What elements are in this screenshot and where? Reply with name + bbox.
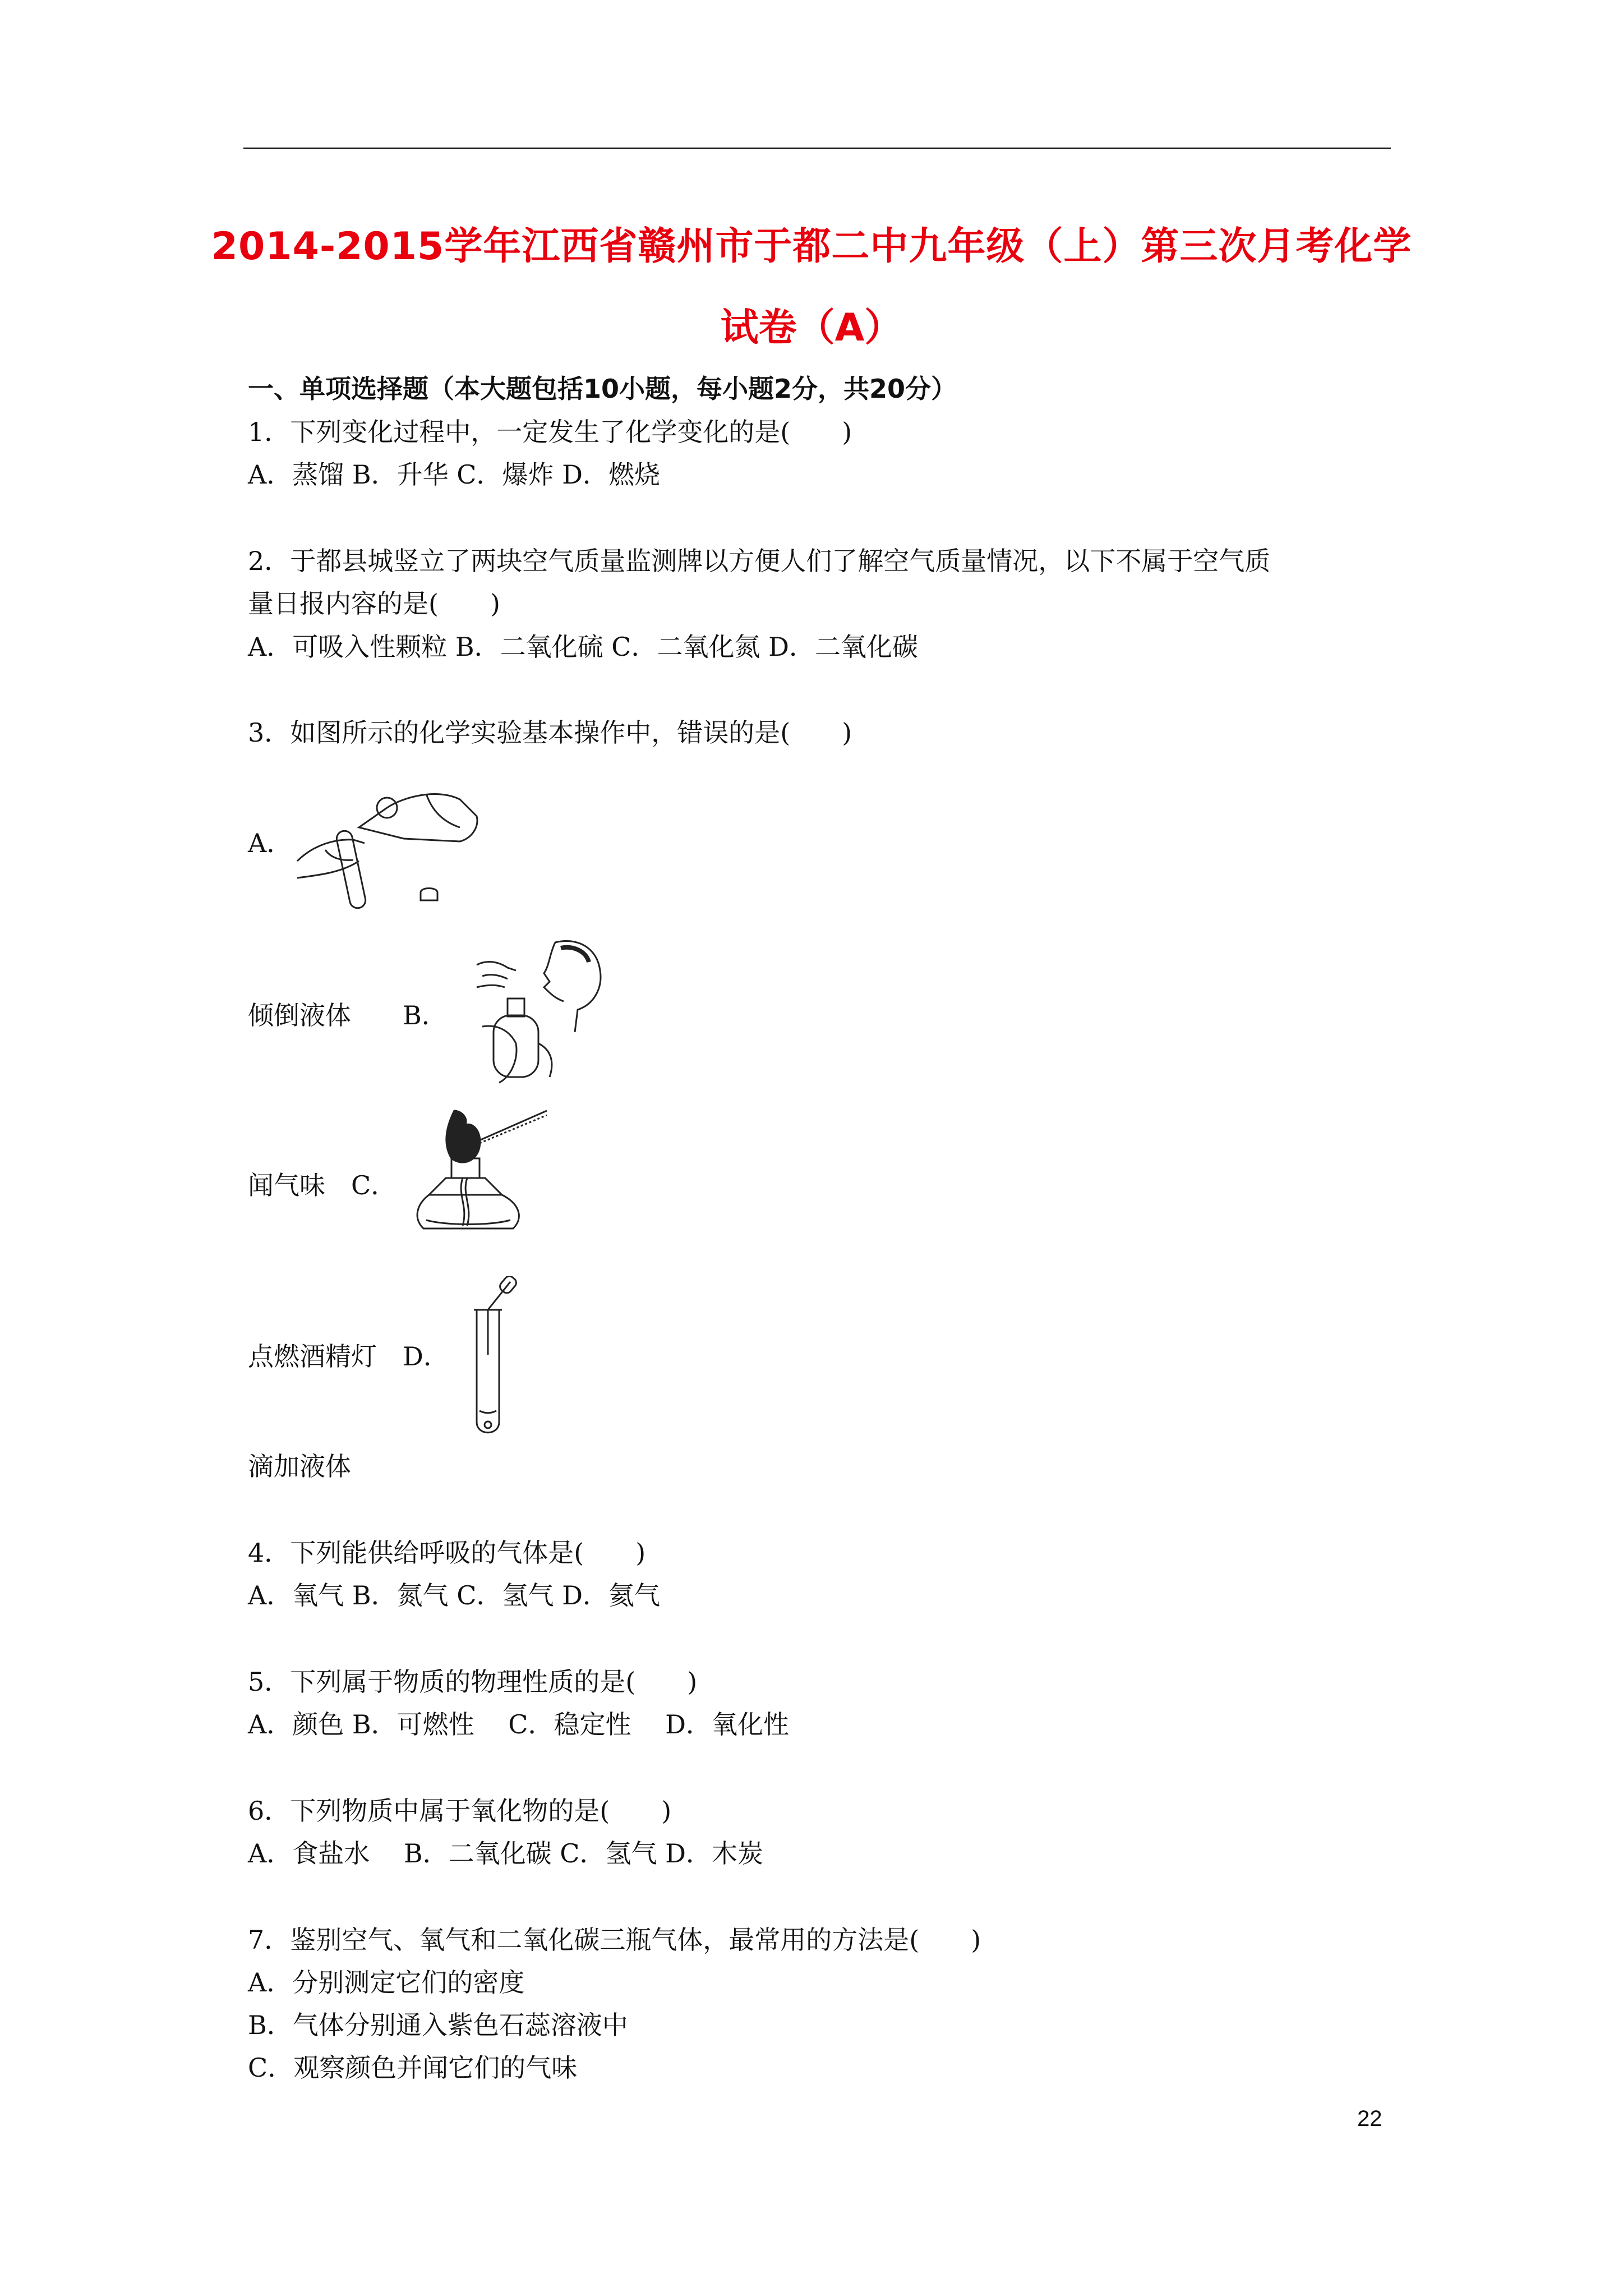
question-3-option-a-label: A．: [248, 828, 293, 858]
question-4-stem: 4．下列能供给呼吸的气体是( ): [248, 1538, 646, 1568]
section-heading: 一、单项选择题（本大题包括10小题，每小题2分，共20分）: [248, 374, 957, 404]
question-2-options: A．可吸入性颗粒 B．二氧化硫 C．二氧化氮 D．二氧化碳: [248, 632, 918, 662]
question-3-last-line: 滴加液体: [248, 1451, 351, 1481]
question-2-stem-line-1: 2．于都县城竖立了两块空气质量监测牌以方便人们了解空气质量情况，以下不属于空气质: [248, 546, 1271, 576]
page-title-line-1: 2014-2015学年江西省赣州市于都二中九年级（上）第三次月考化学: [211, 224, 1412, 269]
question-4-options: A．氧气 B．氮气 C．氢气 D．氦气: [248, 1580, 660, 1611]
question-7-stem: 7．鉴别空气、氧气和二氧化碳三瓶气体，最常用的方法是( ): [248, 1925, 981, 1955]
question-7-option-c: C．观察颜色并闻它们的气味: [248, 2053, 578, 2083]
question-7-option-a: A．分别测定它们的密度: [248, 1967, 525, 1998]
question-1-options: A．蒸馏 B．升华 C．爆炸 D．燃烧: [248, 459, 660, 490]
question-2-stem-line-2: 量日报内容的是( ): [248, 588, 500, 619]
question-5-options: A．颜色 B．可燃性 C．稳定性 D．氧化性: [248, 1709, 789, 1740]
alcohol-lamp-illustration: [395, 1099, 564, 1257]
question-3-stem: 3．如图所示的化学实验基本操作中，错误的是( ): [248, 717, 852, 748]
question-6-stem: 6．下列物质中属于氧化物的是( ): [248, 1796, 672, 1826]
header-rule: [243, 148, 1391, 149]
question-3-option-c-line: 闻气味 C．: [248, 1170, 397, 1200]
question-3-option-d-line: 点燃酒精灯 D．: [248, 1341, 449, 1372]
page-number: 22: [1357, 2106, 1382, 2131]
question-5-stem: 5．下列属于物质的物理性质的是( ): [248, 1667, 698, 1697]
question-7-option-b: B．气体分别通入紫色石蕊溶液中: [248, 2010, 628, 2040]
smelling-gas-illustration: [465, 931, 606, 1099]
dropping-liquid-illustration: [460, 1276, 527, 1439]
question-3-option-b-line: 倾倒液体 B．: [248, 1000, 448, 1030]
page-title-line-2: 试卷（A）: [720, 306, 903, 350]
pouring-liquid-illustration: [292, 777, 494, 912]
question-1-stem: 1．下列变化过程中，一定发生了化学变化的是( ): [248, 417, 852, 447]
question-6-options: A．食盐水 B．二氧化碳 C．氢气 D．木炭: [248, 1838, 763, 1869]
